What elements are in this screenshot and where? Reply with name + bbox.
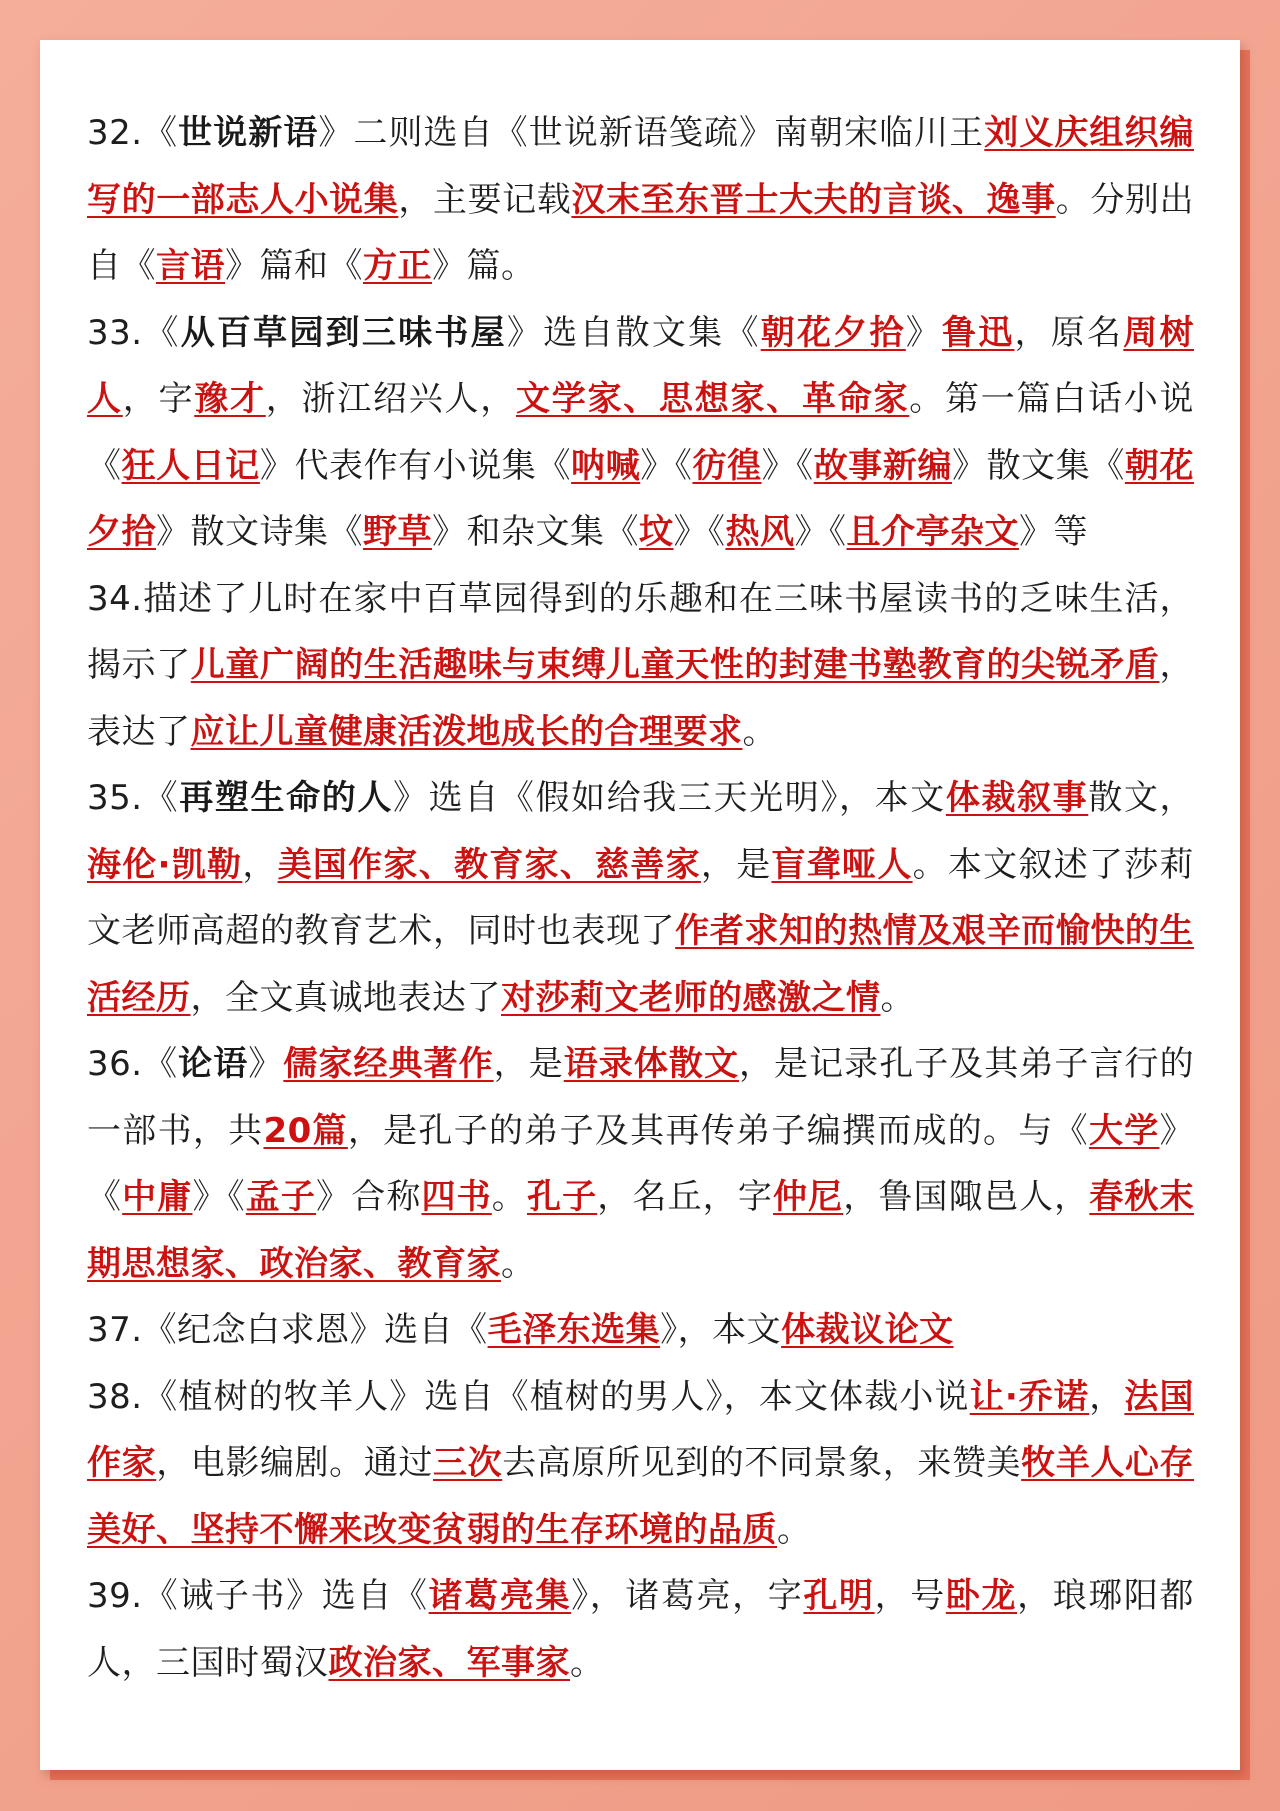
note-text: 》二则选自《世说新语笺疏》南朝宋临川王 (318, 113, 985, 153)
note-text: 。第一篇白话小说《 (87, 379, 1194, 486)
key-point: 大学 (1088, 1110, 1160, 1151)
key-point: 春秋末期思想家、政治家、教育家 (87, 1177, 1195, 1284)
note-text: 39.《诫子书》选自《 (87, 1576, 429, 1616)
key-point: 豫才 (194, 379, 266, 419)
key-point: 文学家、思想家、革命家 (516, 379, 910, 419)
note-text: 。 (777, 1509, 812, 1550)
key-point: 卧龙 (945, 1576, 1018, 1616)
note-text: 》，诸葛亮，字 (571, 1576, 804, 1616)
note-text: ，原名 (1014, 312, 1124, 353)
note-text: 》合称 (316, 1177, 422, 1217)
key-point: 诸葛亮集 (428, 1576, 572, 1616)
key-point: 海伦·凯勒 (87, 844, 243, 885)
note-text: 》，本文 (660, 1310, 782, 1350)
note-text: ，主要记载 (398, 179, 572, 220)
key-point: 让·乔诺 (969, 1376, 1090, 1417)
note-text: 》《 (192, 1177, 246, 1217)
key-point: 儿童广阔的生活趣味与束缚儿童天性的封建书塾教育的尖锐矛盾 (190, 645, 1160, 685)
note-item (87, 100, 1194, 300)
note-text: ，电影编剧。通过 (156, 1443, 433, 1483)
note-text: ，是记录孔子及其弟子言行的一部书，共 (87, 1044, 1195, 1151)
note-text: ，名丘，字 (597, 1177, 773, 1217)
note-text: 》篇。 (432, 246, 536, 286)
key-point: 方正 (363, 246, 432, 286)
note-text: 》等 (1019, 512, 1088, 552)
note-text: ，鲁国陬邑人， (843, 1177, 1090, 1217)
key-point: 应让儿童健康活泼地成长的合理要求 (190, 711, 743, 752)
note-text: 35.《 (87, 778, 180, 818)
note-text: ， (242, 844, 278, 885)
note-item (87, 1364, 1194, 1564)
key-point: 毛泽东选集 (487, 1310, 661, 1350)
work-title: 从百草园到三味书屋 (180, 312, 507, 353)
note-text: 》《 (761, 445, 814, 486)
note-text: 》《 (794, 512, 847, 552)
key-point: 周树人 (87, 312, 1195, 419)
note-text: ， (1089, 1376, 1125, 1417)
note-item (87, 1031, 1194, 1297)
note-text: 》代表作有小说集《 (259, 445, 572, 486)
note-text: ，字 (122, 379, 195, 419)
key-point: 汉末至东晋士大夫的言谈、逸事 (571, 179, 1056, 220)
note-text: ，全文真诚地表达了 (190, 977, 501, 1018)
note-text: 》 (248, 1044, 284, 1084)
key-point: 鲁迅 (942, 312, 1015, 353)
key-point: 牧羊人心存美好、坚持不懈来改变贫弱的生存环境的品质 (87, 1443, 1195, 1550)
key-point: 刘义庆组织编写的一部志人小说集 (87, 113, 1195, 220)
key-point: 孔明 (803, 1576, 875, 1616)
note-text: 34.描述了儿时在家中百草园得到的乐趣和在三味书屋读书的乏味生活，揭示了 (87, 578, 1194, 685)
key-point: 彷徨 (692, 445, 762, 486)
note-item (87, 765, 1194, 1031)
note-text: 33.《 (87, 312, 181, 353)
key-point: 野草 (363, 512, 432, 552)
note-text: 》选自散文集《 (506, 312, 761, 353)
note-item (87, 1563, 1194, 1696)
work-title: 世说新语 (178, 113, 319, 153)
note-text: ，浙江绍兴人， (265, 379, 516, 419)
key-point: 语录体散文 (563, 1044, 739, 1084)
key-point: 孟子 (245, 1177, 317, 1217)
key-point: 20篇 (263, 1110, 348, 1151)
key-point: 作者求知的热情及艰辛而愉快的生活经历 (87, 911, 1195, 1018)
note-text: 》《 (673, 512, 726, 552)
key-point: 四书 (421, 1177, 492, 1217)
note-text: 》选自《假如给我三天光明》，本文 (393, 778, 946, 818)
note-text: 》 (905, 312, 942, 353)
note-text: 36.《 (87, 1044, 179, 1084)
key-point: 儒家经典著作 (283, 1044, 494, 1084)
note-item (87, 566, 1194, 766)
key-point: 且介亭杂文 (846, 512, 1019, 552)
key-point: 言语 (156, 246, 225, 286)
note-item (87, 1297, 1194, 1364)
note-text: 。本文叙述了莎莉文老师高超的教育艺术，同时也表现了 (87, 844, 1195, 951)
note-text: 去高原所见到的不同景象，来赞美 (502, 1443, 1022, 1483)
key-point: 政治家、军事家 (328, 1642, 570, 1683)
key-point: 美国作家、教育家、慈善家 (277, 844, 701, 885)
key-point: 中庸 (122, 1177, 193, 1217)
key-point: 朝花夕拾 (760, 312, 906, 353)
note-text: 32.《 (87, 113, 179, 153)
note-text: 。 (570, 1642, 605, 1683)
paper-sheet (40, 40, 1240, 1770)
key-point: 三次 (432, 1443, 503, 1483)
work-title: 论语 (178, 1044, 249, 1084)
key-point: 体裁议论文 (781, 1310, 954, 1350)
key-point: 坟 (639, 512, 674, 552)
note-text: 》《 (640, 445, 693, 486)
key-point: 法国作家 (87, 1376, 1195, 1483)
note-item (87, 300, 1194, 566)
note-text: 》散文集《 (952, 445, 1125, 486)
key-point: 对莎莉文老师的感激之情 (501, 977, 881, 1018)
note-text: 。 (501, 1243, 536, 1284)
note-text: 38.《植树的牧羊人》选自《植树的男人》，本文体裁小说 (87, 1376, 970, 1417)
key-point: 热风 (725, 512, 795, 552)
note-text: ，是 (700, 844, 772, 885)
note-text: 。 (491, 1177, 527, 1217)
note-text: ，号 (874, 1576, 946, 1616)
note-text: 》和杂文集《 (432, 512, 639, 552)
key-point: 朝花夕拾 (87, 445, 1194, 552)
note-text: ，是 (493, 1044, 564, 1084)
note-text: ，是孔子的弟子及其再传弟子编撰而成的。与《 (347, 1110, 1089, 1151)
key-point: 仲尼 (772, 1177, 844, 1217)
key-point: 孔子 (526, 1177, 598, 1217)
work-title: 再塑生命的人 (179, 778, 393, 818)
key-point: 呐喊 (571, 445, 641, 486)
note-text: 》散文诗集《 (156, 512, 363, 552)
key-point: 体裁叙事 (945, 778, 1089, 818)
note-text: 。 (742, 711, 777, 752)
key-point: 故事新编 (813, 445, 953, 486)
note-text: 37.《纪念白求恩》选自《 (87, 1310, 488, 1350)
key-point: 狂人日记 (121, 445, 260, 486)
notes-content (87, 100, 1194, 1696)
note-text: ，表达了 (87, 645, 1195, 752)
note-text: ，琅琊阳都人，三国时蜀汉 (87, 1576, 1195, 1683)
note-text: 。分别出自《 (87, 179, 1195, 286)
note-text: 。 (880, 977, 915, 1018)
note-text: 散文， (1088, 778, 1195, 818)
note-text: 》《 (87, 1110, 1195, 1217)
note-text: 》篇和《 (225, 246, 363, 286)
key-point: 盲聋哑人 (771, 844, 913, 885)
